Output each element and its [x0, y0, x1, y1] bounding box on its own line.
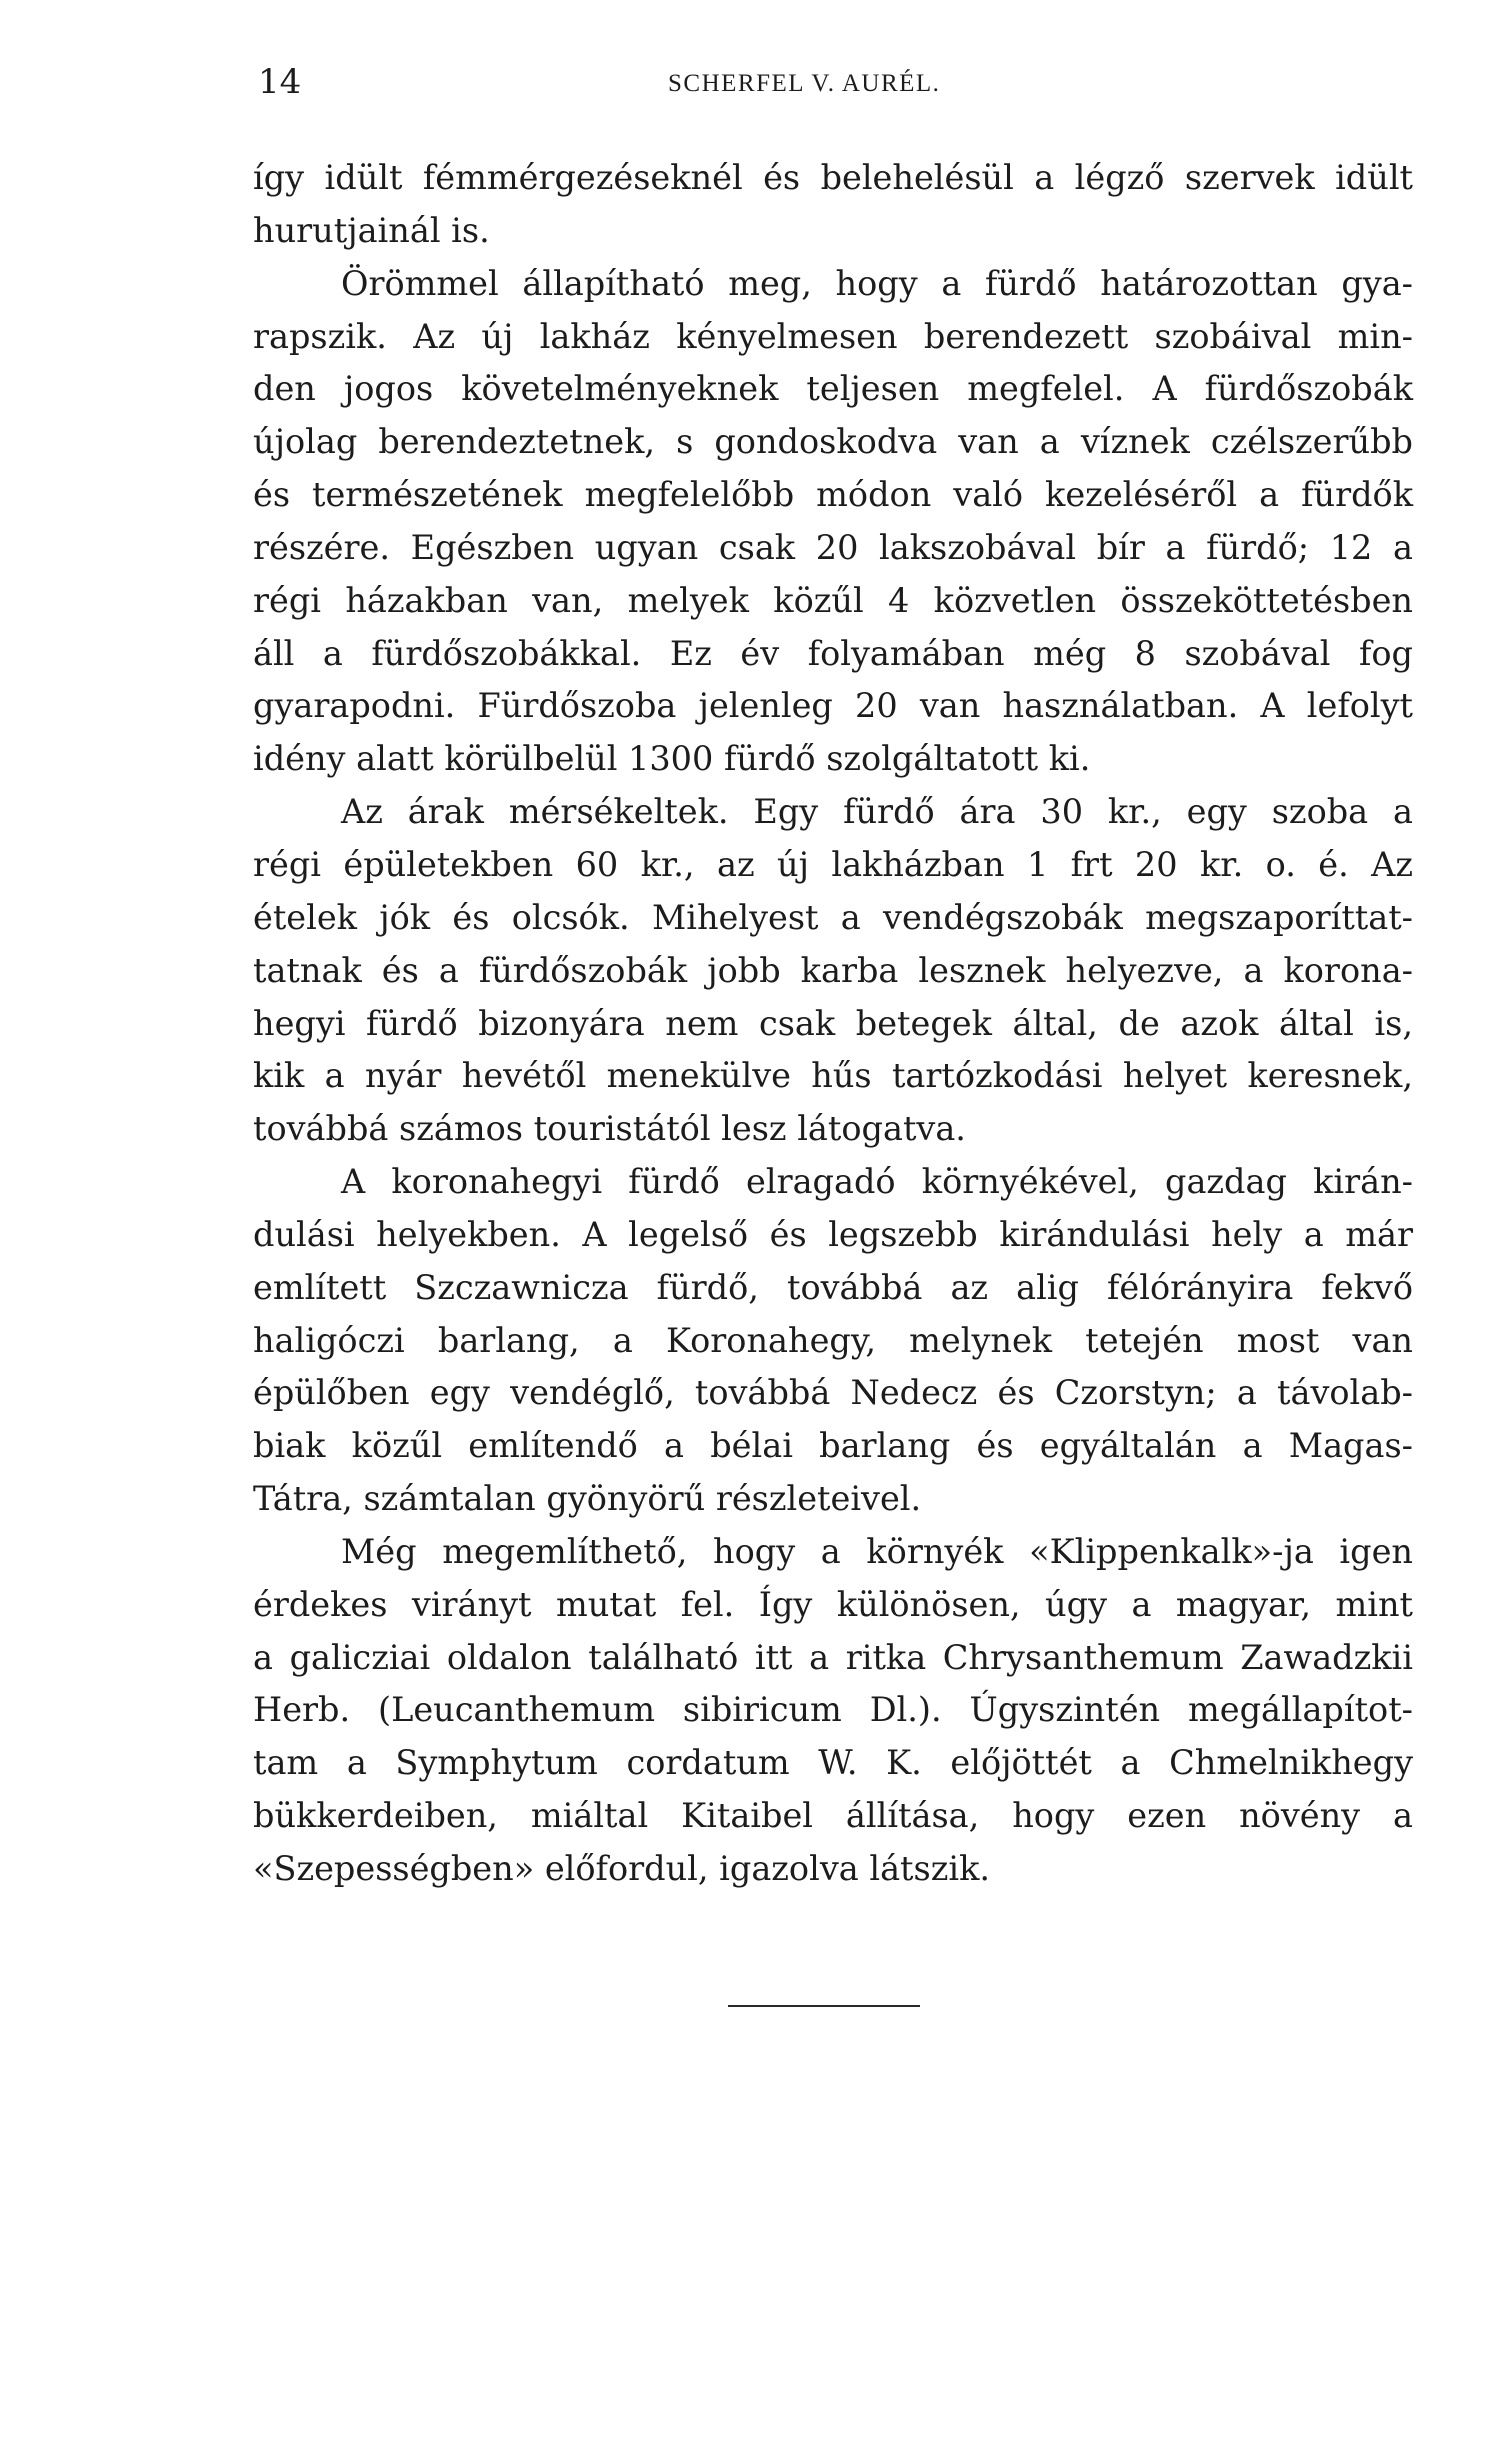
- text-line: a galicziai oldalon található itt a ritka Chrysanthemum Zawadzkii: [253, 1637, 1413, 1677]
- text-line: és természetének megfelelőbb módon való kezeléséről a fürdők: [253, 475, 1413, 515]
- text-line: gyarapodni. Fürdőszoba jelenleg 20 van használatban. A lefolyt: [253, 686, 1413, 726]
- text-line: bükkerdeiben, miáltal Kitaibel állítása, hogy ezen növény a: [253, 1796, 1413, 1836]
- text-line: tam a Symphytum cordatum W. K. előjöttét a Chmelnikhegy: [253, 1743, 1413, 1783]
- text-line: Tátra, számtalan gyönyörű részleteivel.: [253, 1479, 922, 1519]
- text-line: haligóczi barlang, a Koronahegy, melynek tetején most van: [253, 1320, 1413, 1360]
- paragraph-first-line: A koronahegyi fürdő elragadó környékével, gazdag kirán-: [341, 1162, 1413, 1202]
- text-line: részére. Egészben ugyan csak 20 lakszobával bír a fürdő; 12 a: [253, 527, 1413, 567]
- text-line: továbbá számos touristától lesz látogatva.: [253, 1109, 966, 1149]
- paragraph-first-line: Még megemlíthető, hogy a környék «Klippenkalk»-ja igen: [341, 1531, 1413, 1571]
- text-line: ételek jók és olcsók. Mihelyest a vendégszobák megszaporíttat-: [253, 897, 1413, 937]
- body-text: [253, 152, 1413, 1896]
- paragraph-first-line: Örömmel állapítható meg, hogy a fürdő határozottan gya-: [341, 263, 1413, 303]
- text-line: régi épületekben 60 kr., az új lakházban 1 frt 20 kr. o. é. Az: [253, 844, 1413, 884]
- text-line: idény alatt körülbelül 1300 fürdő szolgáltatott ki.: [253, 739, 1091, 779]
- text-line: említett Szczawnicza fürdő, továbbá az alig félórányira fekvő: [253, 1267, 1413, 1307]
- text-line: biak közűl említendő a bélai barlang és egyáltalán a Magas-: [253, 1426, 1413, 1466]
- text-line: kik a nyár hevétől menekülve hűs tartózkodási helyet keresnek,: [253, 1056, 1413, 1096]
- text-line: áll a fürdőszobákkal. Ez év folyamában még 8 szobával fog: [253, 633, 1413, 673]
- text-line: dulási helyekben. A legelső és legszebb kirándulási hely a már: [253, 1214, 1413, 1254]
- text-line: «Szepességben» előfordul, igazolva látszik.: [253, 1849, 991, 1888]
- text-line: régi házakban van, melyek közűl 4 közvetlen összeköttetésben: [253, 580, 1413, 620]
- text-line: újolag berendeztetnek, s gondoskodva van a víznek czélszerűbb: [253, 422, 1413, 462]
- text-line: érdekes virányt mutat fel. Így különösen, úgy a magyar, mint: [253, 1584, 1413, 1624]
- end-rule: [728, 2005, 920, 2007]
- text-line: hegyi fürdő bizonyára nem csak betegek által, de azok által is,: [253, 1003, 1413, 1043]
- running-head: SCHERFEL V. AURÉL.: [668, 70, 941, 97]
- text-line: den jogos követelményeknek teljesen megfelel. A fürdőszobák: [253, 369, 1413, 409]
- text-line: rapszik. Az új lakház kényelmesen berendezett szobáival min-: [253, 316, 1413, 356]
- text-line: épülőben egy vendéglő, továbbá Nedecz és Czorstyn; a távolab-: [253, 1373, 1413, 1413]
- text-line: tatnak és a fürdőszobák jobb karba lesznek helyezve, a korona-: [253, 950, 1413, 990]
- text-line: így idült fémmérgezéseknél és belehelésül a légző szervek idült: [253, 158, 1413, 197]
- page-number: 14: [258, 62, 302, 102]
- paragraph-first-line: Az árak mérsékeltek. Egy fürdő ára 30 kr., egy szoba a: [341, 792, 1413, 832]
- text-line: Herb. (Leucanthemum sibiricum Dl.). Úgyszintén megállapítot-: [253, 1690, 1413, 1730]
- text-line: hurutjainál is.: [253, 210, 490, 250]
